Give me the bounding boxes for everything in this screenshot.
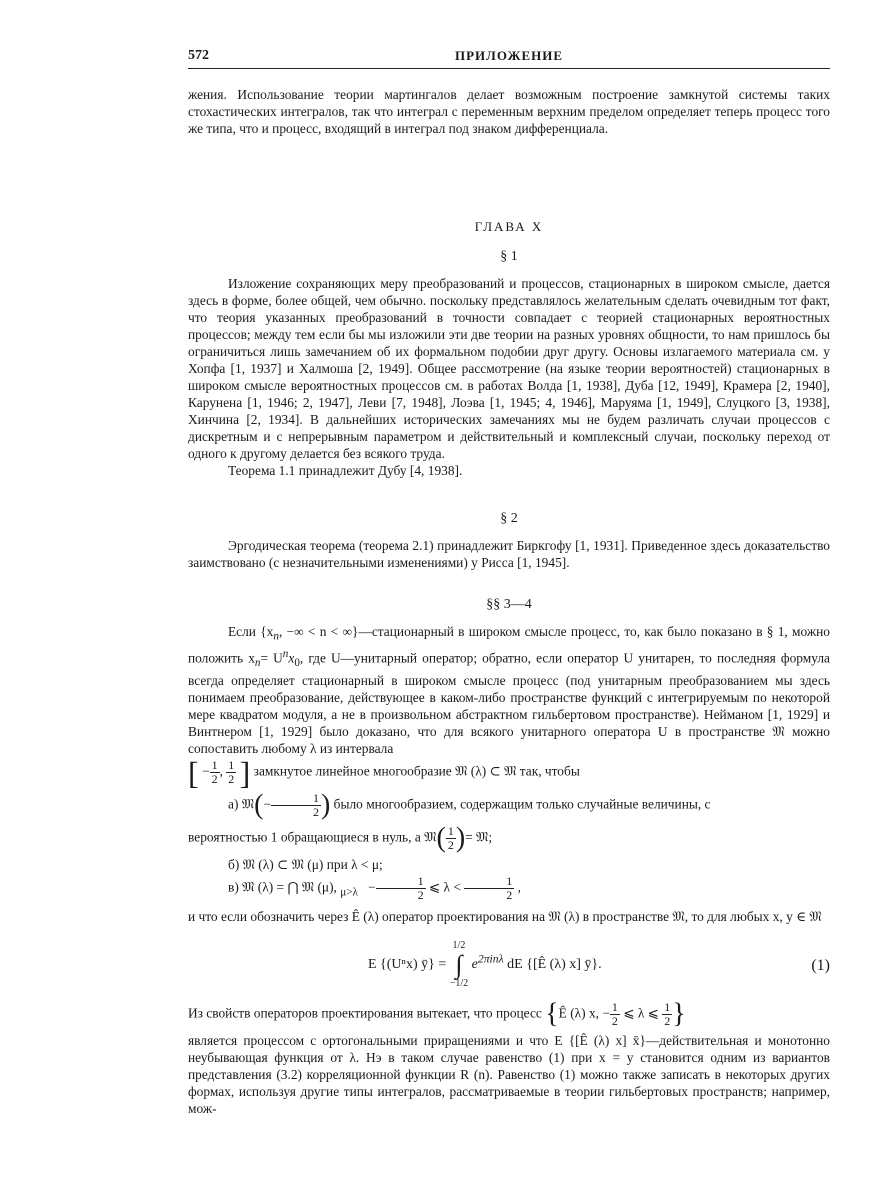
fraction-numerator: 1	[376, 875, 426, 889]
section-1-paragraph: Изложение сохраняющих меру преобразований и процессов, стационарных в широком смысле, дается здесь в форме, более общей, чем обычно. поскольку представлялось желательным сделать очевидным тот факт, что теория указанных преобразований в точности совпадает с теорией стационарных вероятностных процессов; между тем если бы мы изложили эти две теории на разных уровнях общности, то нам пришлось бы ограничиться лишь замечанием об их формальном подобии друг другу. Основы излагаемого материала см. у Хопфа [1, 1937] и Халмоша [2, 1949]. Общее рассмотрение (на языке теории вероятностей) стационарных в широком смысле вероятностных процессов см. в работах Волда [1, 1938], Дуба [12, 1949], Крамера [2, 1940], Карунена [1, 1946; 2, 1947], Леви [7, 1948], Лоэва [1, 1945; 4, 1946], Маруяма [1, 1949], Слуцкого [3, 1938], Хинчина [2, 1934]. В дальнейших исторических замечаниях мы не будем различать случаи процессов с дискретным и с непрерывным параметром и действительный и комплексный случаи, поскольку переход от одного к другому делается без всякого труда.	[188, 276, 830, 461]
text-run: x	[288, 650, 295, 666]
brace-open: {	[545, 998, 559, 1030]
fraction	[271, 792, 321, 819]
section-1-heading: § 1	[500, 249, 518, 264]
equation-rhs: dE {[Ê (λ) x] ȳ}.	[507, 957, 602, 973]
integral-lower-limit: −1/2	[449, 977, 469, 989]
section-2-block	[188, 510, 830, 571]
fraction-numerator: 1	[211, 757, 218, 772]
fraction-denominator: 2	[228, 771, 235, 786]
condition-c-ineq: −	[368, 879, 376, 895]
fraction-denominator: 2	[664, 1013, 671, 1028]
section-3-4-heading: §§ 3—4	[486, 597, 532, 612]
fraction	[376, 875, 426, 902]
condition-a-tail: было многообразием, содержащим только случайные величины, с	[333, 796, 711, 812]
fraction-numerator: 1	[664, 999, 671, 1014]
integral-symbol: ∫	[455, 949, 463, 979]
subscript: 0	[294, 656, 300, 669]
paren-close: )	[320, 789, 331, 821]
brace-close: }	[672, 998, 686, 1030]
integral-upper-limit: 1/2	[452, 939, 466, 951]
paren-open: (	[254, 789, 264, 821]
after-formula-line	[188, 998, 830, 1030]
text-run: = U	[260, 650, 283, 666]
bracket-close: ]	[239, 754, 251, 791]
process-set: Ê (λ) x, −	[558, 1005, 610, 1021]
final-paragraph: является процессом с ортогональными приращениями и что E {[Ê (λ) x] x̄}—действительная и монотонно неубывающая функция от λ. Нэ в таком случае равенство (1) при x = y становится одним из вариантов представления (3.2) корреляционной функции R (n). Равенство (1) можно также записать в некоторых других формах, используя другие типы интегралов, рассматриваемые в теории гильбертовых пространств; например, мож-	[188, 1032, 830, 1116]
intro-paragraph-block	[188, 86, 830, 137]
fraction-numerator: 1	[611, 999, 618, 1014]
condition-a: а) 𝔐(− $\frac{1}{2}$ ) было многообразием, содержащим только случайные величины, с	[228, 789, 711, 821]
minus-sign: −	[202, 763, 210, 779]
fraction	[464, 875, 514, 902]
fraction-numerator: 1	[228, 757, 235, 772]
condition-c: в) 𝔐 (λ) = ⋂ 𝔐 (μ), $_{\mu>\lambda}$ − $\frac{1}{2}$ ⩽ λ < $\frac{1}{2}$ ,	[228, 873, 521, 902]
fraction-denominator: 2	[211, 771, 218, 786]
fraction-denominator: 2	[506, 887, 513, 902]
fraction-denominator: 2	[447, 837, 454, 852]
condition-a-cont: вероятностью 1 обращающиеся в нуль, а 𝔐	[188, 829, 437, 845]
section-3-4-block	[188, 596, 830, 1117]
condition-c-label: в) 𝔐 (λ) = ⋂ 𝔐 (μ),	[228, 879, 337, 895]
section-1-theorem-note: Теорема 1.1 принадлежит Дубу [4, 1938].	[228, 463, 463, 478]
subscript: n	[273, 630, 279, 643]
condition-b: б) 𝔐 (λ) ⊂ 𝔐 (μ) при λ < μ;	[228, 856, 383, 872]
chapter-title: ГЛАВА X	[474, 219, 544, 234]
condition-a-continued	[188, 822, 830, 854]
bracket-open: [	[188, 754, 199, 791]
text-run: , −∞ < n < ∞}—стационарный в широком смысле процесс, то, как было показано в § 1, можно положить x	[188, 624, 830, 666]
fraction-numerator: 1	[447, 823, 454, 838]
equation-exp: e	[471, 957, 478, 973]
subscript: n	[254, 656, 261, 669]
paren-open: (	[436, 822, 446, 854]
running-header	[188, 46, 830, 69]
section-1-block	[188, 248, 830, 479]
process-set-ineq: ⩽ λ ⩽	[623, 1005, 659, 1021]
condition-c-subscript: μ>λ	[340, 886, 358, 899]
fraction	[662, 1001, 672, 1028]
superscript: n	[282, 647, 289, 660]
section-3-4-paragraph	[188, 623, 830, 757]
section-2-heading: § 2	[500, 511, 518, 526]
equation-lhs: E {(Uⁿx) ȳ} =	[368, 957, 447, 973]
page-number: 572	[188, 48, 209, 63]
fraction-denominator: 2	[417, 887, 424, 902]
condition-a-end: = 𝔐;	[465, 829, 493, 845]
condition-a-label: а) 𝔐	[228, 796, 255, 812]
equation-1-body	[368, 939, 602, 991]
chapter-heading-block	[188, 218, 830, 235]
after-formula-text: Из свойств операторов проектирования вытекает, что процесс	[188, 1005, 542, 1021]
fraction-numerator: 1	[271, 792, 321, 806]
interval-tail: замкнутое линейное многообразие 𝔐 (λ) ⊂ 𝔐 так, чтобы	[253, 763, 580, 779]
equation-1	[188, 935, 830, 995]
fraction	[226, 759, 236, 786]
text-run: Если {x	[228, 624, 274, 639]
after-conditions: и что если обозначить через Ê (λ) оператор проектирования на 𝔐 (λ) в пространстве 𝔐, то для любых x, y ∈ 𝔐	[188, 908, 822, 924]
intro-paragraph: жения. Использование теории мартингалов делает возможным построение замкнутой системы таких стохастических интегралов, так что интеграл с переменным верхним пределом определяет теперь процесс того же типа, что и процесс, входящий в интеграл под знаком дифференциала.	[188, 87, 830, 136]
paren-close: )	[455, 822, 466, 854]
integral-sign	[450, 939, 468, 991]
fraction	[446, 825, 456, 852]
condition-c-ineq: ⩽ λ <	[428, 879, 461, 895]
fraction	[610, 1001, 620, 1028]
fraction-denominator: 2	[611, 1013, 618, 1028]
section-2-paragraph: Эргодическая теорема (теорема 2.1) принадлежит Биркгофу [1, 1931]. Приведенное здесь доказательство заимствовано (с незначительными изменениями) у Рисса [1, 1945].	[188, 538, 830, 570]
fraction-numerator: 1	[464, 875, 514, 889]
interval-line: [ − $\frac{1}{2}$ , $\frac{1}{2}$ ] замкнутое линейное многообразие 𝔐 (λ) ⊂ 𝔐 так, чтобы	[188, 754, 580, 791]
text-run: , где U—унитарный оператор; обратно, если оператор U унитарен, то последняя формула всегда определяет стационарный в широком смысле процесс (под унитарным преобразованием мы здесь понимаем преобразование, действующее в каком-либо пространстве функций с интегрируемым по некоторой мере квадратом модуля, а не в произвольном абстрактном гильбертовом пространстве). Нейманом [1, 1929] и Винтнером [1, 1929] было доказано, что для всякого унитарного оператора U в пространстве 𝔐 можно сопоставить любому λ из интервала	[188, 650, 830, 756]
fraction	[210, 759, 220, 786]
running-title: ПРИЛОЖЕНИЕ	[454, 48, 564, 63]
equation-power: 2πinλ	[477, 952, 504, 966]
fraction-denominator: 2	[312, 804, 319, 819]
equation-number: (1)	[811, 956, 830, 974]
